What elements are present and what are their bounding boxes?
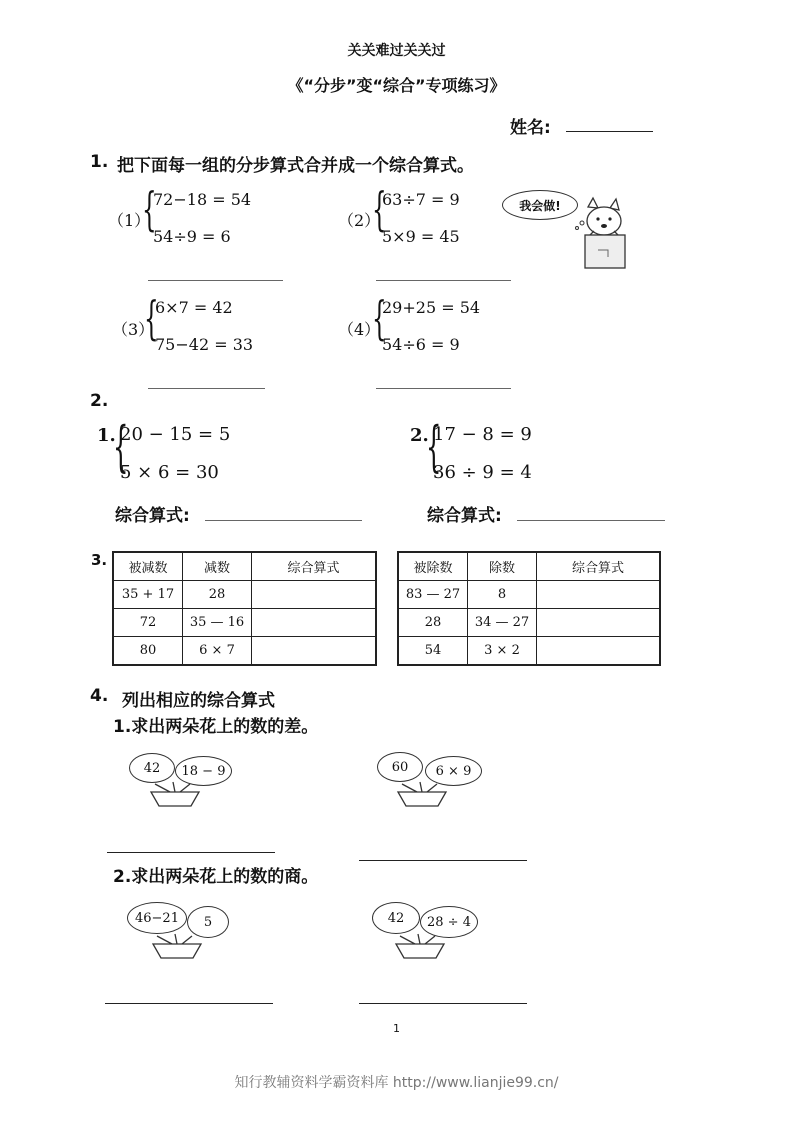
q1-instruction: 把下面每一组的分步算式合并成一个综合算式。 (117, 156, 474, 176)
table-cell: 28 (183, 581, 252, 609)
speech-text: 我会做! (519, 198, 561, 213)
q2-number: 2. (90, 391, 109, 411)
q1-item-label: （3） (112, 320, 155, 339)
q1-item-label: （2） (338, 211, 381, 230)
table-row (113, 609, 376, 637)
q1-answer-line[interactable] (148, 388, 265, 389)
table-cell: 6 × 7 (183, 637, 252, 666)
flower-number: 46−21 (135, 910, 179, 926)
q1-eq-line1: 63÷7 = 9 (382, 190, 460, 209)
flower-pot-icon (147, 932, 207, 962)
q2-eq-line1: 20 − 15 = 5 (120, 424, 231, 445)
q1-item-label: （1） (108, 211, 151, 230)
flower-cloud (377, 752, 423, 782)
division-table (397, 551, 661, 666)
q2-eq-line1: 17 − 8 = 9 (433, 424, 532, 445)
q1-eq-line2: 75−42 = 33 (155, 335, 254, 354)
table-header: 综合算式 (537, 552, 661, 581)
flower-cloud (372, 902, 420, 934)
brace-icon: { (142, 182, 157, 236)
flower-number: 28 ÷ 4 (427, 914, 471, 930)
q4-answer-line[interactable] (107, 852, 275, 853)
q4-sub1-text: 1.求出两朵花上的数的差。 (113, 717, 319, 737)
brace-icon: { (113, 415, 129, 478)
flower-pot-icon (145, 780, 205, 810)
q1-eq-line2: 54÷6 = 9 (382, 335, 460, 354)
top-title: 关关难过关关过 (347, 43, 446, 59)
q4-answer-line[interactable] (359, 860, 527, 861)
q4-sub2-text: 2.求出两朵花上的数的商。 (113, 867, 319, 887)
flower-number: 6 × 9 (435, 763, 472, 779)
q2-item-label: 1. (97, 425, 116, 446)
q1-eq-line1: 29+25 = 54 (382, 298, 481, 317)
table-header: 被减数 (113, 552, 183, 581)
q3-number: 3. (91, 551, 108, 569)
answer-cell[interactable] (252, 637, 377, 666)
answer-cell[interactable] (252, 581, 377, 609)
q1-answer-line[interactable] (376, 280, 511, 281)
table-row (113, 637, 376, 666)
flower-number: 42 (143, 760, 161, 776)
name-field-line[interactable] (566, 131, 653, 132)
q2-answer-label: 综合算式: (115, 506, 190, 526)
table-cell: 3 × 2 (468, 637, 537, 666)
table-cell: 83 — 27 (398, 581, 468, 609)
q2-eq-line2: 5 × 6 = 30 (120, 462, 219, 483)
q4-number: 4. (90, 686, 109, 706)
table-cell: 35 — 16 (183, 609, 252, 637)
brace-icon: { (372, 291, 387, 345)
table-cell: 35 + 17 (113, 581, 183, 609)
table-cell: 28 (398, 609, 468, 637)
flower-cloud (129, 753, 175, 783)
q2-answer-label: 综合算式: (427, 506, 502, 526)
q1-answer-line[interactable] (376, 388, 511, 389)
flower-number: 42 (387, 910, 405, 926)
q1-eq-line1: 6×7 = 42 (155, 298, 233, 317)
table-header: 除数 (468, 552, 537, 581)
q2-item-label: 2. (410, 425, 429, 446)
subtraction-table (112, 551, 377, 666)
q2-eq-line2: 36 ÷ 9 = 4 (433, 462, 532, 483)
flower-number: 18 − 9 (181, 763, 226, 779)
answer-cell[interactable] (537, 581, 661, 609)
table-header: 综合算式 (252, 552, 377, 581)
table-cell: 8 (468, 581, 537, 609)
q1-eq-line2: 5×9 = 45 (382, 227, 460, 246)
table-row (398, 609, 660, 637)
page-number: 1 (393, 1022, 400, 1035)
table-header: 被除数 (398, 552, 468, 581)
q4-answer-line[interactable] (105, 1003, 273, 1004)
table-cell: 72 (113, 609, 183, 637)
table-cell: 34 — 27 (468, 609, 537, 637)
q4-answer-line[interactable] (359, 1003, 527, 1004)
q1-eq-line2: 54÷9 = 6 (153, 227, 231, 246)
brace-icon: { (372, 182, 387, 236)
table-row (398, 581, 660, 609)
watermark-footer: 知行教辅资料学霸资料库 http://www.lianjie99.cn/ (234, 1075, 559, 1091)
flower-number: 5 (203, 914, 213, 930)
q1-answer-line[interactable] (148, 280, 283, 281)
q1-number: 1. (90, 152, 109, 172)
q4-instruction: 列出相应的综合算式 (122, 691, 275, 711)
table-cell: 54 (398, 637, 468, 666)
flower-number: 60 (391, 759, 409, 775)
brace-icon: { (426, 415, 442, 478)
brace-icon: { (144, 291, 159, 345)
q1-item-label: （4） (338, 320, 381, 339)
answer-cell[interactable] (537, 637, 661, 666)
flower-pot-icon (390, 932, 450, 962)
q2-answer-line[interactable] (517, 520, 665, 521)
answer-cell[interactable] (537, 609, 661, 637)
dog-mascot-icon (560, 195, 635, 270)
page-title: 《“分步”变“综合”专项练习》 (287, 76, 506, 95)
q2-answer-line[interactable] (205, 520, 362, 521)
table-row (113, 581, 376, 609)
table-cell: 80 (113, 637, 183, 666)
flower-cloud (127, 902, 187, 934)
flower-pot-icon (392, 780, 452, 810)
table-header: 减数 (183, 552, 252, 581)
name-label: 姓名: (510, 118, 551, 138)
table-row (398, 637, 660, 666)
answer-cell[interactable] (252, 609, 377, 637)
q1-eq-line1: 72−18 = 54 (153, 190, 252, 209)
